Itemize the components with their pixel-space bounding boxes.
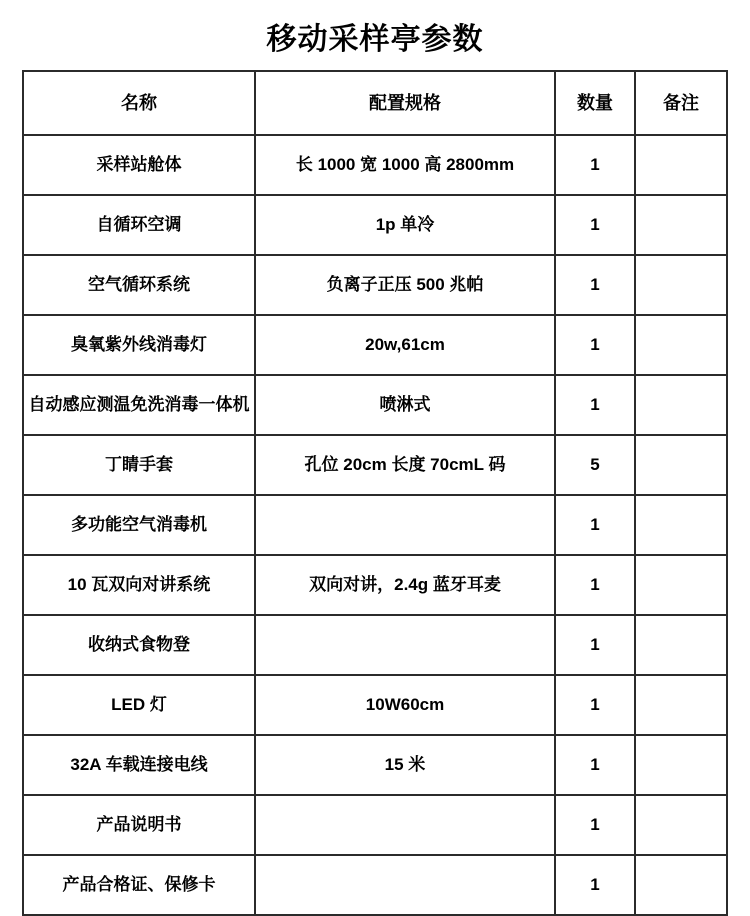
table-body bbox=[23, 135, 727, 915]
specification-table bbox=[22, 70, 728, 916]
cell-spec: 负离子正压 500 兆帕 bbox=[255, 255, 555, 315]
cell-note bbox=[635, 855, 727, 915]
cell-name: 多功能空气消毒机 bbox=[23, 495, 255, 555]
cell-quantity: 5 bbox=[555, 435, 635, 495]
cell-spec bbox=[255, 615, 555, 675]
cell-spec: 长 1000 宽 1000 高 2800mm bbox=[255, 135, 555, 195]
cell-name: 收纳式食物登 bbox=[23, 615, 255, 675]
table-row bbox=[23, 615, 727, 675]
table-row bbox=[23, 135, 727, 195]
cell-quantity: 1 bbox=[555, 255, 635, 315]
cell-name: 采样站舱体 bbox=[23, 135, 255, 195]
cell-quantity: 1 bbox=[555, 795, 635, 855]
cell-spec: 1p 单冷 bbox=[255, 195, 555, 255]
cell-name: 10 瓦双向对讲系统 bbox=[23, 555, 255, 615]
table-row bbox=[23, 495, 727, 555]
cell-name: 产品说明书 bbox=[23, 795, 255, 855]
table-row bbox=[23, 315, 727, 375]
cell-quantity: 1 bbox=[555, 615, 635, 675]
cell-note bbox=[635, 195, 727, 255]
cell-note bbox=[635, 255, 727, 315]
cell-note bbox=[635, 555, 727, 615]
table-row bbox=[23, 435, 727, 495]
cell-note bbox=[635, 615, 727, 675]
table-row bbox=[23, 555, 727, 615]
table-row bbox=[23, 375, 727, 435]
cell-note bbox=[635, 435, 727, 495]
column-header-note: 备注 bbox=[635, 71, 727, 135]
cell-spec bbox=[255, 795, 555, 855]
table-header bbox=[23, 71, 727, 135]
table-row bbox=[23, 795, 727, 855]
cell-quantity: 1 bbox=[555, 855, 635, 915]
column-header-spec: 配置规格 bbox=[255, 71, 555, 135]
table-row bbox=[23, 675, 727, 735]
cell-name: 臭氧紫外线消毒灯 bbox=[23, 315, 255, 375]
cell-name: 32A 车载连接电线 bbox=[23, 735, 255, 795]
cell-quantity: 1 bbox=[555, 735, 635, 795]
cell-spec: 喷淋式 bbox=[255, 375, 555, 435]
table-header-row bbox=[23, 71, 727, 135]
cell-spec: 10W60cm bbox=[255, 675, 555, 735]
cell-quantity: 1 bbox=[555, 315, 635, 375]
cell-name: 产品合格证、保修卡 bbox=[23, 855, 255, 915]
cell-note bbox=[635, 495, 727, 555]
cell-quantity: 1 bbox=[555, 195, 635, 255]
table-row bbox=[23, 195, 727, 255]
cell-spec: 孔位 20cm 长度 70cmL 码 bbox=[255, 435, 555, 495]
column-header-name: 名称 bbox=[23, 71, 255, 135]
cell-note bbox=[635, 675, 727, 735]
cell-name: 空气循环系统 bbox=[23, 255, 255, 315]
cell-name: 丁睛手套 bbox=[23, 435, 255, 495]
cell-quantity: 1 bbox=[555, 675, 635, 735]
cell-name: 自动感应测温免洗消毒一体机 bbox=[23, 375, 255, 435]
column-header-quantity: 数量 bbox=[555, 71, 635, 135]
cell-note bbox=[635, 315, 727, 375]
cell-note bbox=[635, 135, 727, 195]
table-row bbox=[23, 855, 727, 915]
cell-note bbox=[635, 795, 727, 855]
cell-spec bbox=[255, 495, 555, 555]
cell-spec: 15 米 bbox=[255, 735, 555, 795]
cell-spec bbox=[255, 855, 555, 915]
cell-spec: 双向对讲，2.4g 蓝牙耳麦 bbox=[255, 555, 555, 615]
cell-name: 自循环空调 bbox=[23, 195, 255, 255]
cell-quantity: 1 bbox=[555, 555, 635, 615]
table-row bbox=[23, 255, 727, 315]
cell-note bbox=[635, 375, 727, 435]
cell-quantity: 1 bbox=[555, 375, 635, 435]
table-row bbox=[23, 735, 727, 795]
page-title: 移动采样亭参数 bbox=[266, 23, 484, 56]
cell-quantity: 1 bbox=[555, 135, 635, 195]
cell-note bbox=[635, 735, 727, 795]
cell-spec: 20w,61cm bbox=[255, 315, 555, 375]
cell-quantity: 1 bbox=[555, 495, 635, 555]
cell-name: LED 灯 bbox=[23, 675, 255, 735]
